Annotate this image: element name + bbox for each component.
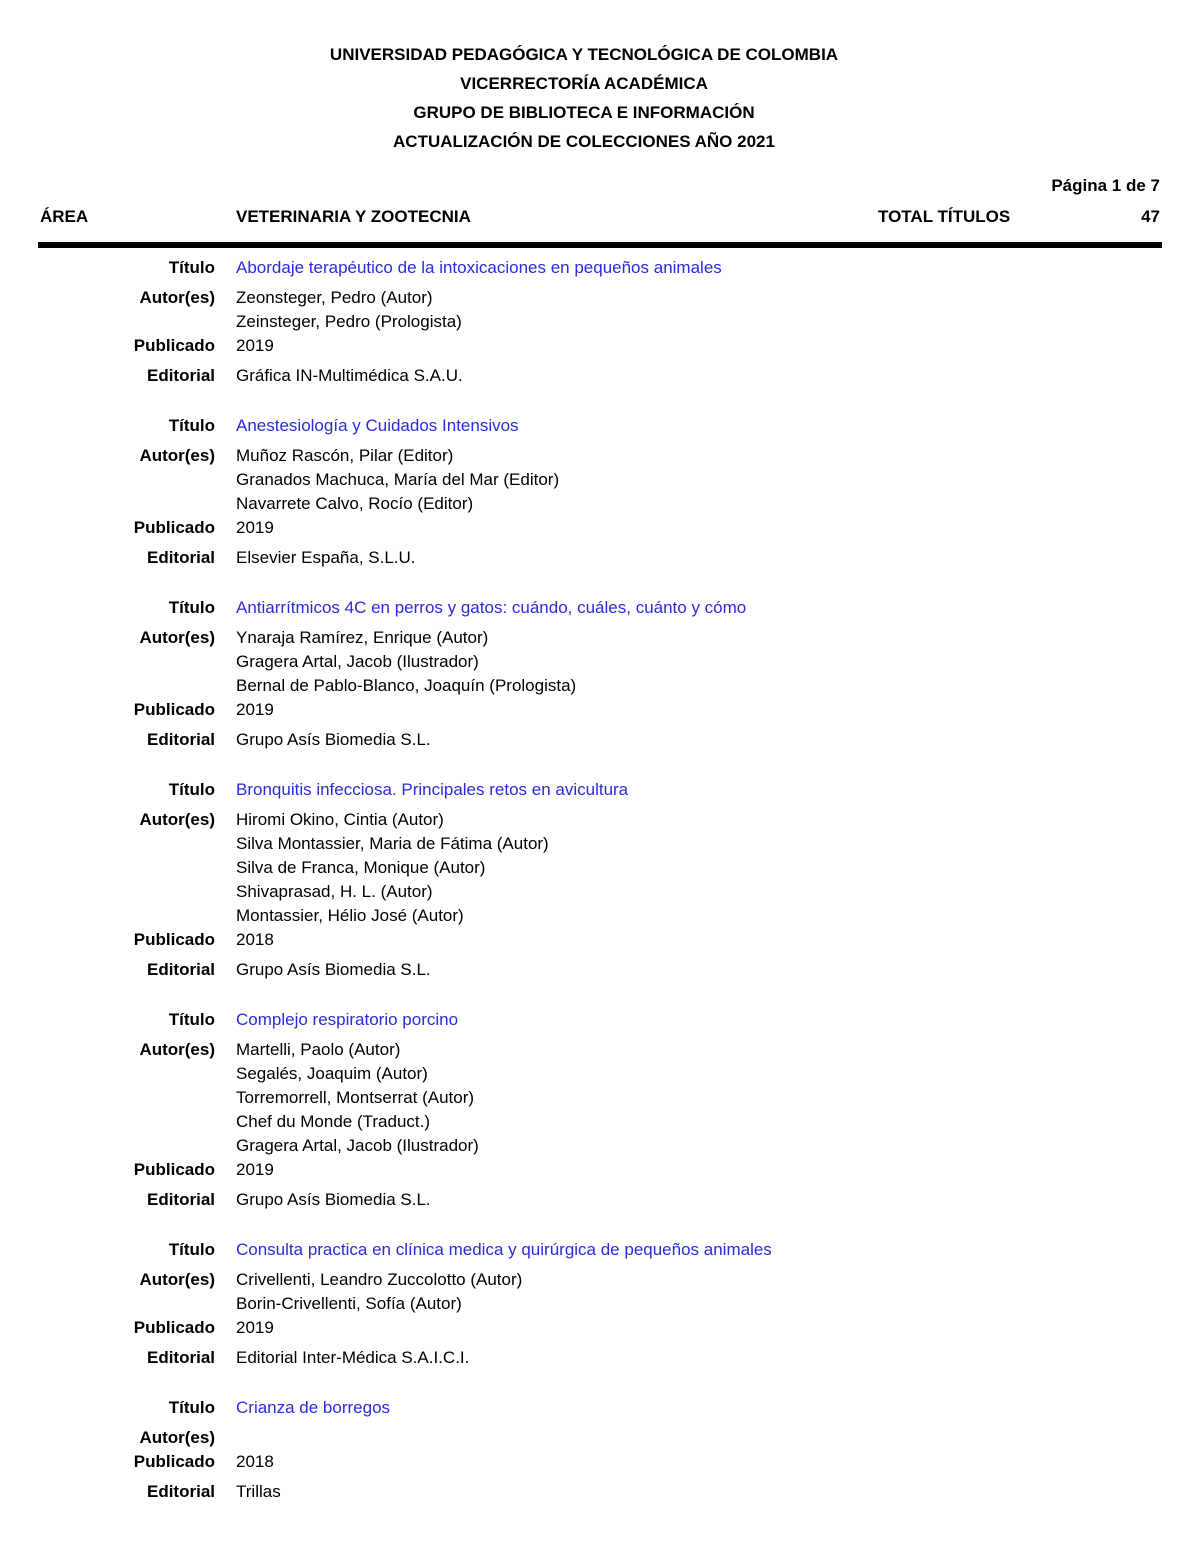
record-title: Anestesiología y Cuidados Intensivos: [236, 416, 519, 435]
record-author: Zeonsteger, Pedro (Autor): [236, 288, 433, 307]
record-author: Silva Montassier, Maria de Fátima (Autor): [236, 834, 549, 853]
record-author-row: [0, 1291, 1200, 1315]
area-label: ÁREA: [40, 207, 89, 226]
record-title: Antiarrítmicos 4C en perros y gatos: cuándo, cuáles, cuánto y cómo: [236, 598, 747, 617]
title-label: Título: [168, 258, 215, 277]
record-published-year-row: [0, 1449, 1200, 1479]
record-publisher-row: [0, 1187, 1200, 1212]
record-author-row: [0, 673, 1200, 697]
authors-label: Autor(es): [139, 1428, 215, 1447]
record-entry: [0, 255, 1200, 388]
publisher-label: Editorial: [146, 730, 215, 749]
title-label: Título: [168, 1240, 215, 1259]
record-publisher: Editorial Inter-Médica S.A.I.C.I.: [236, 1348, 470, 1367]
record-title-row: [0, 1237, 1200, 1267]
record-author: Navarrete Calvo, Rocío (Editor): [236, 494, 474, 513]
total-titles-value: 47: [1141, 207, 1160, 226]
record-title-row: [0, 413, 1200, 443]
record-author: Torremorrell, Montserrat (Autor): [236, 1088, 475, 1107]
record-author-row: [0, 1061, 1200, 1085]
record-publisher: Grupo Asís Biomedia S.L.: [236, 960, 431, 979]
record-author-row: [0, 443, 1200, 467]
record-published-year-row: [0, 1157, 1200, 1187]
record-publisher-row: [0, 727, 1200, 752]
record-title: Bronquitis infecciosa. Principales retos en avicultura: [236, 780, 629, 799]
title-label: Título: [168, 1010, 215, 1029]
record-publisher: Grupo Asís Biomedia S.L.: [236, 730, 431, 749]
record-author: Martelli, Paolo (Autor): [236, 1040, 401, 1059]
record-entry: [0, 595, 1200, 752]
title-label: Título: [168, 416, 215, 435]
published-label: Publicado: [133, 1318, 215, 1337]
record-entry: [0, 1237, 1200, 1370]
record-published-year: 2019: [236, 336, 274, 355]
record-title: Complejo respiratorio porcino: [236, 1010, 459, 1029]
authors-label: Autor(es): [139, 1040, 215, 1059]
area-row: [40, 207, 1160, 231]
record-title-row: [0, 1007, 1200, 1037]
total-titles-label: TOTAL TÍTULOS: [878, 207, 1011, 226]
record-published-year: 2019: [236, 518, 274, 537]
record-published-year-row: [0, 927, 1200, 957]
record-title-row: [0, 1395, 1200, 1425]
record-author-row: [0, 309, 1200, 333]
record-published-year: 2019: [236, 1318, 274, 1337]
record-published-year-row: [0, 333, 1200, 363]
record-author-row: [0, 1425, 1200, 1449]
published-label: Publicado: [133, 1160, 215, 1179]
record-published-year-row: [0, 1315, 1200, 1345]
record-author: Gragera Artal, Jacob (Ilustrador): [236, 652, 479, 671]
publisher-label: Editorial: [146, 548, 215, 567]
record-author-row: [0, 1085, 1200, 1109]
record-title: Crianza de borregos: [236, 1398, 391, 1417]
record-author-row: [0, 625, 1200, 649]
document-title: ACTUALIZACIÓN DE COLECCIONES AÑO 2021: [393, 132, 775, 151]
group-name: GRUPO DE BIBLIOTECA E INFORMACIÓN: [413, 103, 755, 122]
published-label: Publicado: [133, 336, 215, 355]
record-author: Hiromi Okino, Cintia (Autor): [236, 810, 444, 829]
record-published-year: 2019: [236, 700, 274, 719]
authors-label: Autor(es): [139, 810, 215, 829]
authors-label: Autor(es): [139, 628, 215, 647]
record-publisher-row: [0, 1479, 1200, 1504]
record-author: Silva de Franca, Monique (Autor): [236, 858, 486, 877]
record-author-row: [0, 879, 1200, 903]
publisher-label: Editorial: [146, 1190, 215, 1209]
title-label: Título: [168, 780, 215, 799]
record-author: Borin-Crivellenti, Sofía (Autor): [236, 1294, 462, 1313]
record-publisher-row: [0, 957, 1200, 982]
record-published-year: 2019: [236, 1160, 274, 1179]
record-entry: [0, 413, 1200, 570]
record-title: Consulta practica en clínica medica y quirúrgica de pequeños animales: [236, 1240, 772, 1259]
record-publisher-row: [0, 363, 1200, 388]
publisher-label: Editorial: [146, 960, 215, 979]
record-author: Ynaraja Ramírez, Enrique (Autor): [236, 628, 489, 647]
record-author-row: [0, 1267, 1200, 1291]
department-name: VICERRECTORÍA ACADÉMICA: [460, 74, 708, 93]
authors-label: Autor(es): [139, 1270, 215, 1289]
header-divider: [38, 242, 1162, 248]
authors-label: Autor(es): [139, 446, 215, 465]
title-label: Título: [168, 598, 215, 617]
record-author-row: [0, 491, 1200, 515]
record-author: Shivaprasad, H. L. (Autor): [236, 882, 433, 901]
record-published-year: 2018: [236, 930, 274, 949]
record-publisher: Elsevier España, S.L.U.: [236, 548, 416, 567]
publisher-label: Editorial: [146, 1348, 215, 1367]
record-author: Gragera Artal, Jacob (Ilustrador): [236, 1136, 479, 1155]
record-published-year-row: [0, 515, 1200, 545]
record-author: Muñoz Rascón, Pilar (Editor): [236, 446, 454, 465]
authors-label: Autor(es): [139, 288, 215, 307]
record-author: Bernal de Pablo-Blanco, Joaquín (Prologista): [236, 676, 577, 695]
record-author-row: [0, 855, 1200, 879]
publisher-label: Editorial: [146, 1482, 215, 1501]
institution-name: UNIVERSIDAD PEDAGÓGICA Y TECNOLÓGICA DE COLOMBIA: [329, 45, 839, 64]
record-publisher: Grupo Asís Biomedia S.L.: [236, 1190, 431, 1209]
published-label: Publicado: [133, 700, 215, 719]
record-published-year: 2018: [236, 1452, 274, 1471]
record-publisher: Gráfica IN-Multimédica S.A.U.: [236, 366, 463, 385]
record-author-row: [0, 649, 1200, 673]
page-number: Página 1 de 7: [1051, 176, 1160, 195]
publisher-label: Editorial: [146, 366, 215, 385]
published-label: Publicado: [133, 930, 215, 949]
record-author: Montassier, Hélio José (Autor): [236, 906, 464, 925]
record-author-row: [0, 903, 1200, 927]
record-entry: [0, 1007, 1200, 1212]
record-author: Chef du Monde (Traduct.): [236, 1112, 431, 1131]
record-author-row: [0, 285, 1200, 309]
record-title-row: [0, 255, 1200, 285]
record-entry: [0, 1395, 1200, 1504]
record-entry: [0, 777, 1200, 982]
record-author-row: [0, 807, 1200, 831]
record-author-row: [0, 467, 1200, 491]
record-author-row: [0, 831, 1200, 855]
area-value: VETERINARIA Y ZOOTECNIA: [236, 207, 471, 226]
record-published-year-row: [0, 697, 1200, 727]
published-label: Publicado: [133, 518, 215, 537]
title-label: Título: [168, 1398, 215, 1417]
record-title-row: [0, 595, 1200, 625]
record-author-row: [0, 1133, 1200, 1157]
record-publisher: Trillas: [236, 1482, 281, 1501]
document-header: [0, 40, 1168, 156]
record-title: Abordaje terapéutico de la intoxicaciones en pequeños animales: [236, 258, 722, 277]
published-label: Publicado: [133, 1452, 215, 1471]
record-author: Segalés, Joaquim (Autor): [236, 1064, 428, 1083]
record-author-row: [0, 1109, 1200, 1133]
record-title-row: [0, 777, 1200, 807]
record-publisher-row: [0, 545, 1200, 570]
record-publisher-row: [0, 1345, 1200, 1370]
record-author: Crivellenti, Leandro Zuccolotto (Autor): [236, 1270, 523, 1289]
records-list: [0, 255, 1200, 1529]
record-author: Zeinsteger, Pedro (Prologista): [236, 312, 462, 331]
record-author-row: [0, 1037, 1200, 1061]
record-author: Granados Machuca, María del Mar (Editor): [236, 470, 560, 489]
